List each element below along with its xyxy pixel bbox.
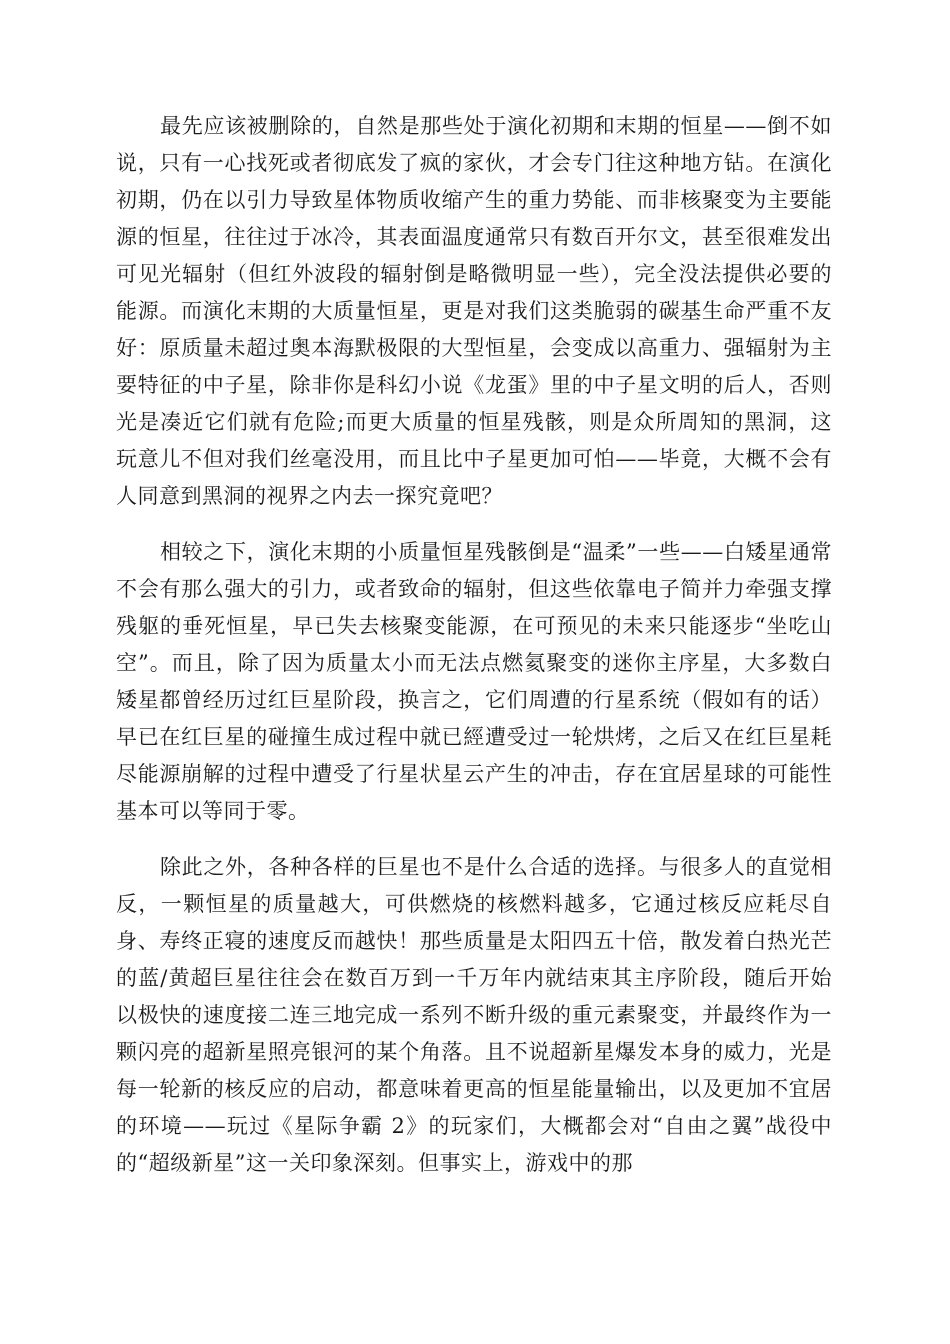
document-body — [116, 108, 832, 1201]
paragraph-2: 相较之下，演化末期的小质量恒星残骸倒是“温柔”一些——白矮星通常不会有那么强大的引力，或者致命的辐射，但这些依靠电子简并力牵强支撑残躯的垂死恒星，早已失去核聚变能源，在可预见的未来只能逐步“坐吃山空”。而且，除了因为质量太小而无法点燃氦聚变的迷你主序星，大多数白矮星都曾经历过红巨星阶段，换言之，它们周遭的行星系统（假如有的话）早已在红巨星的碰撞生成过程中就已經遭受过一轮烘烤，之后又在红巨星耗尽能源崩解的过程中遭受了行星状星云产生的冲击，存在宜居星球的可能性基本可以等同于零。 — [116, 540, 832, 823]
paragraph-3: 除此之外，各种各样的巨星也不是什么合适的选择。与很多人的直觉相反，一颗恒星的质量越大，可供燃烧的核燃料越多，它通过核反应耗尽自身、寿终正寝的速度反而越快！那些质量是太阳四五十倍，散发着白热光芒的蓝/黄超巨星往往会在数百万到一千万年内就结束其主序阶段，随后开始以极快的速度接二连三地完成一系列不断升级的重元素聚变，并最终作为一颗闪亮的超新星照亮银河的某个角落。且不说超新星爆发本身的威力，光是每一轮新的核反应的启动，都意味着更高的恒星能量输出，以及更加不宜居的环境——玩过《星际争霸 2》的玩家们，大概都会对“自由之翼”战役中的“超级新星”这一关印象深刻。但事实上，游戏中的那 — [116, 855, 832, 1175]
paragraph-1: 最先应该被删除的，自然是那些处于演化初期和末期的恒星——倒不如说，只有一心找死或者彻底发了疯的家伙，才会专门往这种地方钻。在演化初期，仍在以引力导致星体物质收缩产生的重力势能、而非核聚变为主要能源的恒星，往往过于冰冷，其表面温度通常只有数百开尔文，甚至很难发出可见光辐射（但红外波段的辐射倒是略微明显一些），完全没法提供必要的能源。而演化末期的大质量恒星，更是对我们这类脆弱的碳基生命严重不友好：原质量未超过奥本海默极限的大型恒星，会变成以高重力、强辐射为主要特征的中子星，除非你是科幻小说《龙蛋》里的中子星文明的后人，否则光是凑近它们就有危险;而更大质量的恒星残骸，则是众所周知的黑洞，这玩意儿不但对我们丝毫没用，而且比中子星更加可怕——毕竟，大概不会有人同意到黑洞的视界之内去一探究竟吧？ — [116, 114, 832, 508]
